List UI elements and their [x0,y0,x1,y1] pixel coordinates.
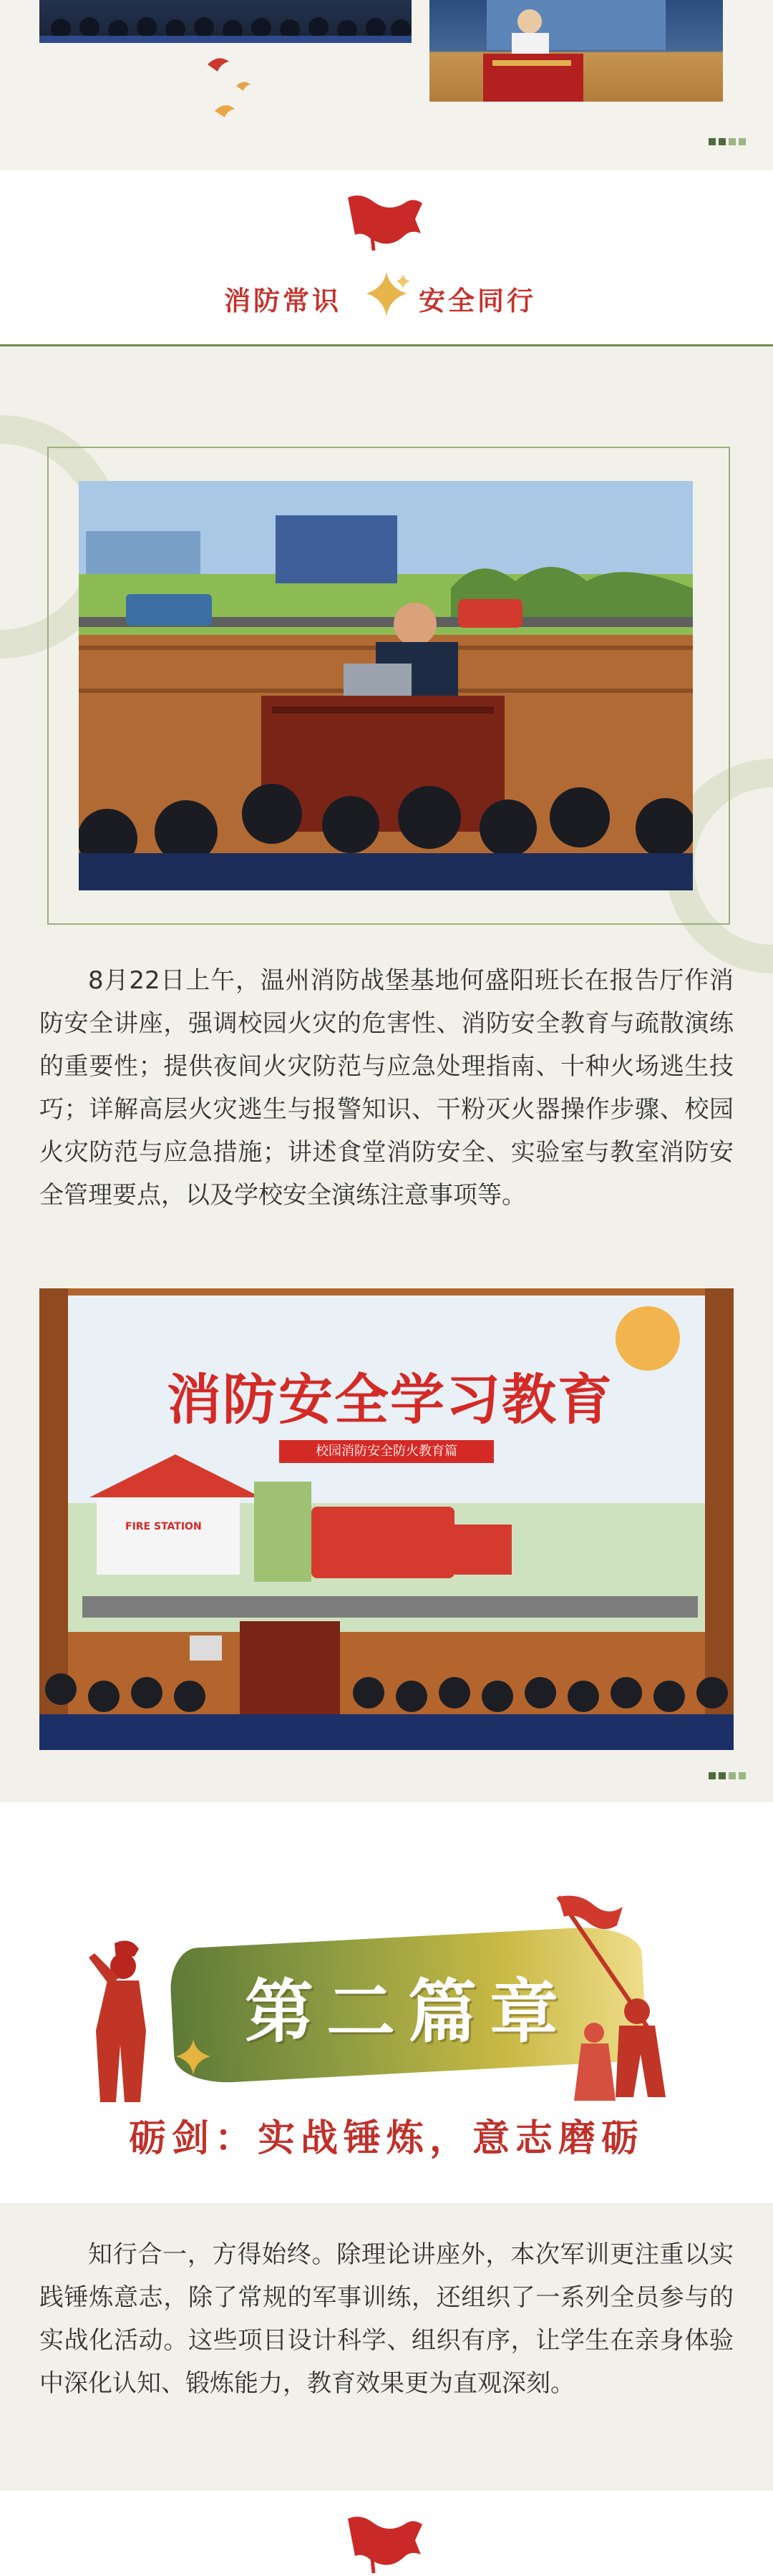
lecture-photo [79,481,693,890]
lecture-paragraph: 8月22日上午，温州消防战堡基地何盛阳班长在报告厅作消防安全讲座，强调校园火灾的危害性、消防安全教育与疏散演练的重要性；提供夜间火灾防范与应急处理指南、十种火场逃生技巧；详解高层火灾逃生与报警知识、干粉灭火器操作步骤、校园火灾防范与应急措施；讲述食堂消防安全、实验室与教室消防安全管理要点，以及学校安全演练注意事项等。 [39,966,734,1210]
top-right-photo [429,0,723,102]
slide-subtitle: 校园消防安全防火教育篇 [279,1440,494,1463]
lecture-scene [79,481,693,890]
heading-underline [0,344,773,346]
speaker-podium-scene [429,0,723,102]
saluting-soldier-silhouette [79,1936,165,2108]
fire-station-sign: FIRE STATION [125,1521,202,1532]
chapter-subtitle: 砺剑：实战锤炼，意志磨砺 [128,2116,644,2160]
flag-icon [342,188,432,259]
page-marker-dots [709,138,746,145]
chapter-title: 第二篇章 [245,1971,571,2052]
education-slide-photo [39,1288,734,1750]
heading-left-text: 消防常识 [224,286,341,316]
heading-right-text: 安全同行 [419,286,536,316]
top-left-photo [39,0,412,43]
page-marker-dots-2 [709,1772,746,1779]
chapter-paragraph: 知行合一，方得始终。除理论讲座外，本次军训更注重以实践锤炼意志，除了常规的军事训练，还组织了一系列全员参与的实战化活动。这些项目设计科学、组织有序，让学生在亲身体验中深化认知、锻炼能力，教育效果更为直观深刻。 [39,2240,734,2398]
flying-birds-decoration [186,39,286,132]
sparkle-icon [361,268,412,326]
slide-title: 消防安全学习教育 [167,1368,613,1432]
sparkle-icon-2 [172,2036,215,2079]
flag-icon-bottom [342,2509,432,2576]
audience-heads [39,0,412,43]
